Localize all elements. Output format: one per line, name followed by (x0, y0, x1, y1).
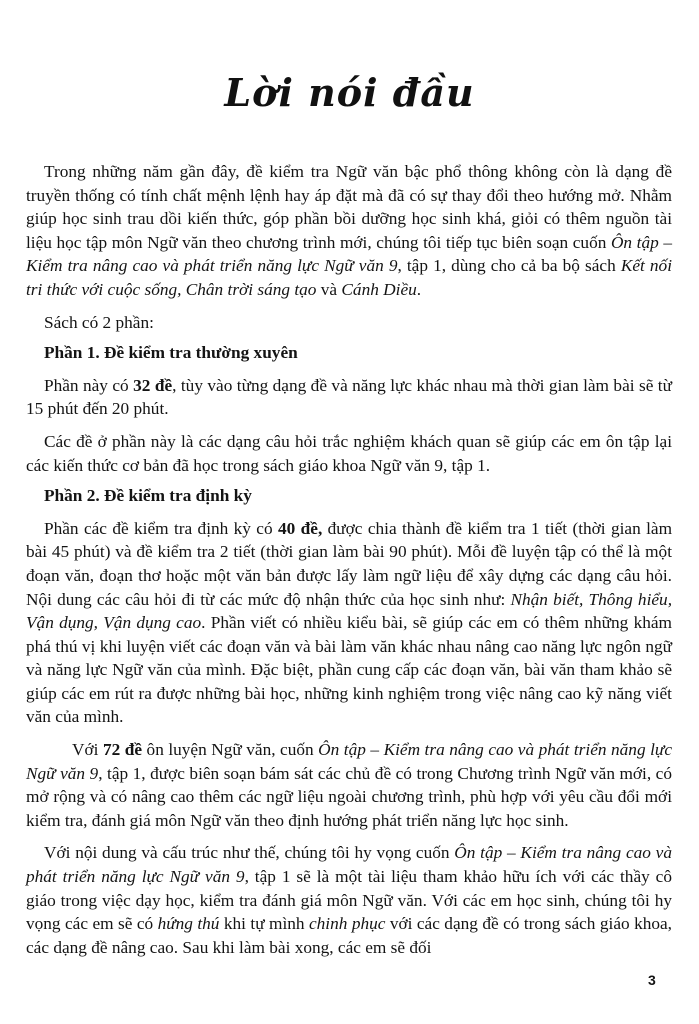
paragraph-summary (26, 738, 672, 832)
series-names: Kết nối tri thức với cuộc sống, Chân trời sáng tạo (26, 256, 672, 299)
text-run: . (416, 279, 422, 299)
text-run: với các dạng đề có trong sách giáo khoa, các dạng đề nâng cao. Sau khi làm bài xong, các em sẽ đối (26, 914, 672, 957)
heading-part-1: Phần 1. Đề kiểm tra thường xuyên (44, 343, 298, 363)
text-run: Phần này có (44, 375, 134, 395)
paragraph-intro (26, 160, 672, 302)
text-run: được chia thành đề kiểm tra 1 tiết (thời gian làm bài 45 phút) và đề kiểm tra 2 tiết (thời gian làm bài 90 phút). Mỗi đề luyện tập có thể là một đoạn văn, đoạn thơ hoặc một văn bản được lấy làm ngữ liệu để xây dựng các dạng câu hỏi. Nội dung các câu hỏi đi từ các mức độ nhận thức của học sinh như: (26, 518, 673, 609)
body-text (26, 160, 672, 968)
page-number: 3 (648, 972, 656, 988)
text-run: Trong những năm gần đây, đề kiểm tra Ngữ văn bậc phổ thông không còn là dạng đề truyền thống có tính chất mệnh lệnh hay áp đặt mà đã có sự thay đổi theo hướng mở. Nhằm giúp học sinh trau dồi kiến thức, góp phần bồi dưỡng học sinh khá, giỏi có thêm nguồn tài liệu học tập môn Ngữ văn theo chương trình mới, chúng tôi tiếp tục biên soạn cuốn (26, 162, 672, 252)
book-title: Ôn tập – Kiểm tra nâng cao và phát triển năng lực Ngữ văn 9 (26, 843, 672, 887)
count-bold: 32 đề (133, 375, 173, 395)
text-run: Với (72, 740, 103, 760)
count-bold: 40 đề, (278, 518, 323, 538)
cognitive-levels: Nhận biết, Thông hiểu, Vận dụng, Vận dụng cao (26, 589, 673, 633)
paragraph-part-1-detail: Các đề ở phần này là các dạng câu hỏi trắc nghiệm khách quan sẽ giúp các em ôn tập lại các kiến thức cơ bản đã học trong sách giáo khoa Ngữ văn 9, tập 1. (26, 431, 672, 475)
series-name: Cánh Diều (341, 279, 417, 299)
emphasis: chinh phục (308, 914, 386, 934)
text-run: và (316, 279, 342, 299)
text-run: , tập 1 sẽ là một tài liệu tham khảo hữu ích với các thầy cô giáo trong việc dạy học, kiểm tra đánh giá môn Ngữ văn. Với các em học sinh, chúng tôi hy vọng các em sẽ có (26, 867, 672, 934)
text-run: . Phần viết có nhiều kiểu bài, sẽ giúp các em có thêm những khám phá thú vị khi luyện viết các đoạn văn và bài làm văn khác nhau nâng cao năng lực ngôn ngữ và năng lực Ngữ văn của mình. Đặc biệt, phần cung cấp các đoạn văn, bài văn tham khảo sẽ giúp các em rút ra được những bài học, những kinh nghiệm trong việc nâng cao kỹ năng viết văn của mình. (26, 613, 672, 727)
book-title: Ôn tập – Kiểm tra nâng cao và phát triển năng lực Ngữ văn 9 (26, 740, 672, 783)
page-title: Lời nói đầu (224, 70, 475, 115)
text-run: Với nội dung và cấu trúc như thế, chúng tôi hy vọng cuốn (44, 843, 455, 863)
paragraph-part-2-desc (26, 517, 672, 729)
count-bold: 72 đề (102, 740, 143, 760)
text-run: Phần các đề kiểm tra định kỳ có (44, 518, 278, 538)
heading-part-2: Phần 2. Đề kiểm tra định kỳ (44, 486, 252, 506)
text-run: ôn luyện Ngữ văn, cuốn (142, 740, 319, 760)
text-run: , tập 1, dùng cho cả ba bộ sách (397, 256, 621, 276)
emphasis: hứng thú (157, 914, 220, 934)
book-title: Ôn tập – Kiểm tra nâng cao và phát triển năng lực Ngữ văn 9 (26, 232, 672, 276)
text-run: khi tự mình (219, 914, 309, 934)
paragraph-part-1-desc (26, 374, 672, 421)
paragraph-closing (26, 841, 672, 959)
text-run: , tập 1, được biên soạn bám sát các chủ đề có trong Chương trình Ngữ văn mới, có mở rộng và có nâng cao thêm các ngữ liệu ngoài chương trình, phù hợp với yêu cầu đổi mới kiểm tra, đánh giá môn Ngữ văn theo định hướng phát triển năng lực học sinh. (26, 763, 672, 830)
paragraph-parts: Sách có 2 phần: (44, 312, 154, 332)
text-run: , tùy vào từng dạng đề và năng lực khác nhau mà thời gian làm bài sẽ từ 15 phút đến 20 phút. (26, 375, 672, 419)
